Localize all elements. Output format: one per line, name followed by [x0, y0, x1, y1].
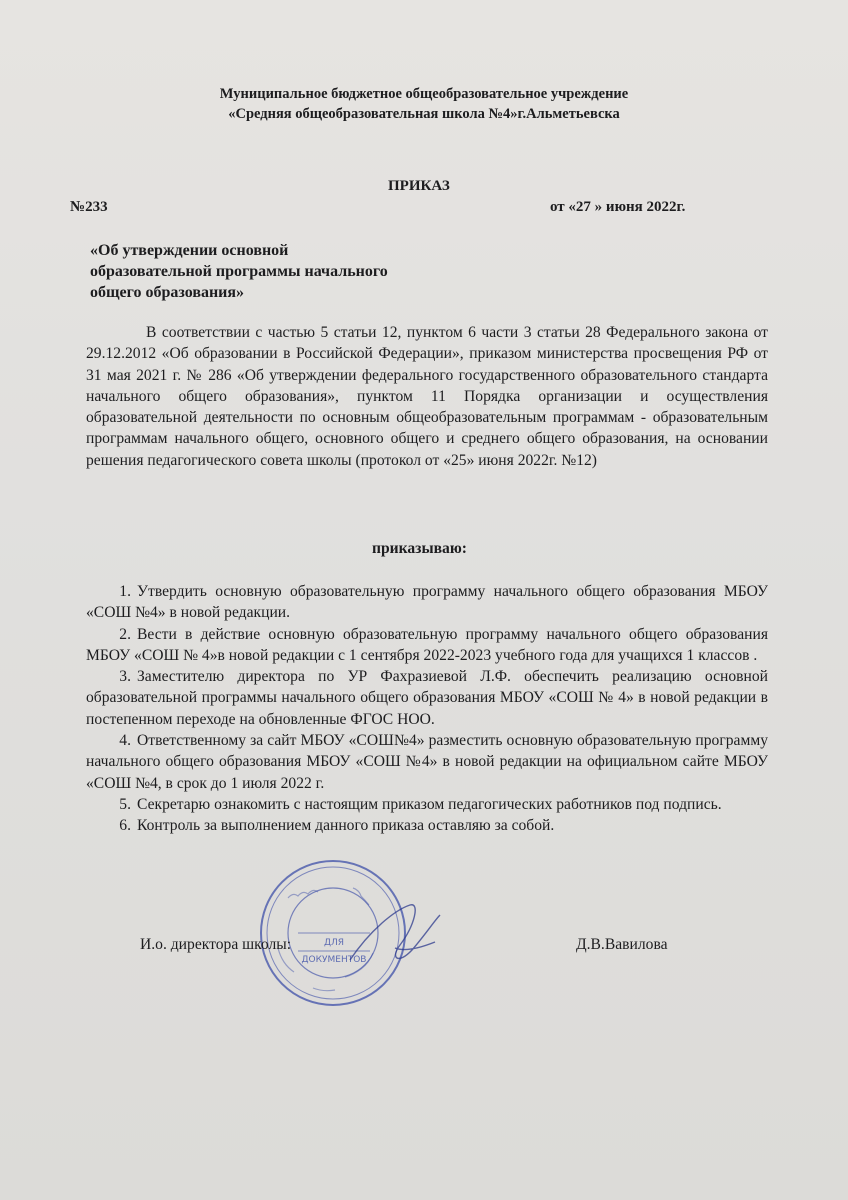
list-item: [86, 730, 768, 794]
item-number: 3.: [119, 668, 131, 686]
list-item: [86, 581, 768, 624]
item-number: 1.: [119, 583, 131, 600]
org-name-line2: «Средняя общеобразовательная школа №4»г.Альметьевска: [228, 106, 620, 122]
list-item: [86, 815, 768, 836]
subject-line2: образовательной программы начального: [90, 263, 388, 280]
item-text: Вести в действие основную образовательную программу начального общего образования МБОУ «СОШ № 4»в новой редакции с 1 сентября 2022-2023 учебного года для учащихся 1 классов .: [86, 625, 768, 664]
command-word: приказываю:: [372, 540, 467, 557]
item-text: Секретарю ознакомить с настоящим приказом педагогических работников под подпись.: [137, 795, 722, 813]
signature-name: Д.В.Вавилова: [576, 936, 668, 953]
item-number: 6.: [119, 817, 131, 835]
signature-position: И.о. директора школы:: [140, 936, 292, 953]
list-item: [86, 666, 768, 730]
stamp-text-1: ДЛЯ: [323, 938, 345, 948]
subject-line3: общего образования»: [90, 284, 245, 301]
order-date: от «27 » июня 2022г.: [550, 199, 686, 215]
item-text: Ответственному за сайт МБОУ «СОШ№4» разместить основную образовательную программу начального общего образования МБОУ «СОШ №4» в новой редакции на официальном сайте МБОУ «СОШ №4, в срок до 1 июля 2022 г.: [86, 732, 768, 792]
order-items: [86, 581, 768, 837]
preamble: [86, 322, 768, 471]
handwritten-signature: [340, 890, 450, 990]
list-item: [86, 624, 768, 667]
org-name-line1: Муниципальное бюджетное общеобразовательное учреждение: [219, 86, 629, 102]
stamp-text-2: ДОКУМЕНТОВ: [301, 955, 367, 965]
item-number: 2.: [119, 625, 131, 643]
preamble-text: В соответствии с частью 5 статьи 12, пунктом 6 части 3 статьи 28 Федерального закона от 29.12.2012 «Об образовании в Российской Федерации», приказом министерства просвещения РФ от 31 мая 2021 г. № 286 «Об утверждении федерального государственного образовательного стандарта начального общего образования», пунктом 11 Порядка организации и осуществления образовательной деятельности по основным общеобразовательным программам - образовательным программам начального общего, основного общего и среднего общего образования, на основании решения педагогического совета школы (протокол от «25» июня 2022г. №12): [86, 324, 768, 469]
list-item: [86, 794, 768, 815]
subject-line1: «Об утверждении основной: [90, 242, 289, 259]
item-number: 5.: [119, 795, 131, 813]
item-text: Контроль за выполнением данного приказа оставляю за собой.: [137, 817, 555, 835]
item-text: Заместителю директора по УР Фахразиевой Л.Ф. обеспечить реализацию основной образовательной программы начального общего образования МБОУ «СОШ № 4» в новой редакции в постепенном переходе на обновленные ФГОС НОО.: [86, 668, 768, 728]
item-text: Утвердить основную образовательную программу начального общего образования МБОУ «СОШ №4» в новой редакции.: [86, 583, 768, 622]
order-title: ПРИКАЗ: [388, 178, 450, 194]
order-number: №233: [70, 199, 108, 215]
item-number: 4.: [119, 732, 131, 750]
